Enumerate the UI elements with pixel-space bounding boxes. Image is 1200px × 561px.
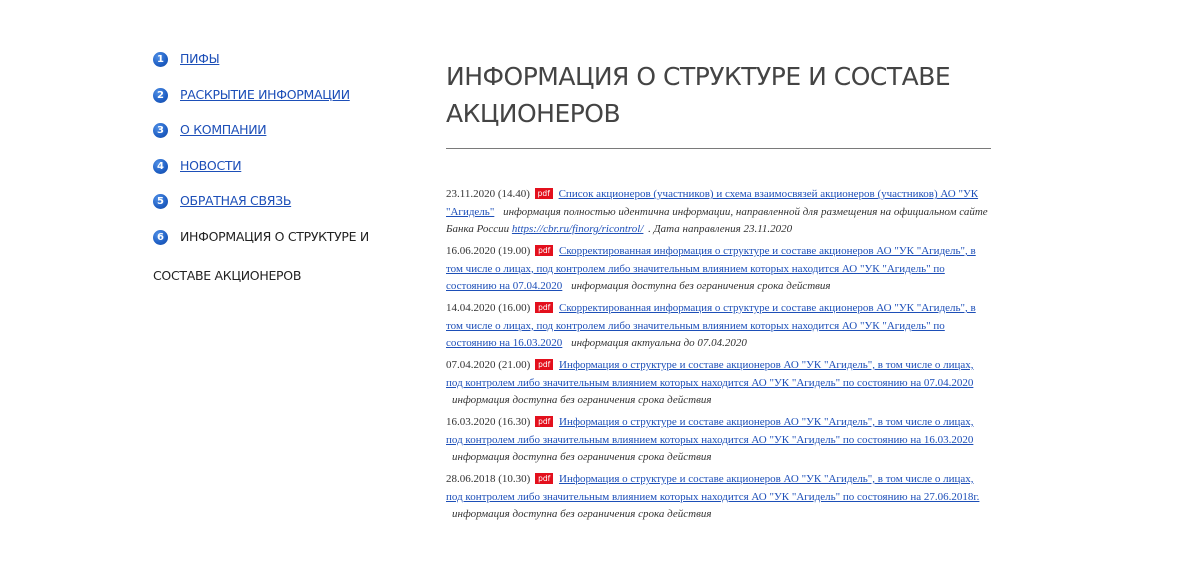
pdf-icon: pdf (535, 473, 553, 484)
number-badge-icon: 5 (153, 194, 168, 209)
sidebar-item-news[interactable] (153, 157, 383, 193)
document-note: информация доступна без ограничения срока действия (452, 508, 712, 520)
document-link[interactable]: Скорректированная информация о структуре и составе акционеров АО "УК "Агидель", в том числе о лицах, под контролем либо значительным влиянием которых находится АО "УК "Агидель" по состоянию на 07.04.2020 (446, 245, 976, 292)
sidebar-link-about[interactable]: О КОМПАНИИ (180, 122, 267, 137)
cbr-link[interactable]: https://cbr.ru/finorg/ricontrol/ (511, 223, 644, 235)
pdf-icon: pdf (535, 359, 553, 370)
sidebar-link-feedback[interactable]: ОБРАТНАЯ СВЯЗЬ (180, 193, 292, 208)
page-title (446, 58, 991, 132)
sidebar-nav (153, 50, 383, 285)
document-date: 28.06.2018 (10.30) (446, 473, 531, 485)
document-link[interactable]: Информация о структуре и составе акционеров АО "УК "Агидель", в том числе о лицах, под контролем либо значительным влиянием которых находится АО "УК "Агидель" по состоянию на 16.03.2020 (446, 416, 974, 446)
pdf-icon: pdf (535, 416, 553, 427)
document-item (446, 186, 991, 239)
document-date: 23.11.2020 (14.40) (446, 188, 530, 200)
number-badge-icon: 2 (153, 88, 168, 103)
sidebar-item-about[interactable] (153, 121, 383, 157)
pdf-icon: pdf (535, 302, 553, 313)
document-list (446, 186, 991, 524)
sidebar-item-feedback[interactable] (153, 192, 383, 228)
number-badge-icon: 6 (153, 230, 168, 245)
document-note: информация доступна без ограничения срока действия (571, 280, 831, 292)
document-link[interactable]: Информация о структуре и составе акционеров АО "УК "Агидель", в том числе о лицах, под контролем либо значительным влиянием которых находится АО "УК "Агидель" по состоянию на 07.04.2020 (446, 359, 974, 389)
document-note: информация полностью идентична информации, направленной для размещения на официальном сайте Банка России (446, 205, 988, 235)
number-badge-icon: 3 (153, 123, 168, 138)
document-link[interactable]: Скорректированная информация о структуре и составе акционеров АО "УК "Агидель", в том числе о лицах, под контролем либо значительным влиянием которых находится АО "УК "Агидель" по состоянию на 16.03.2020 (446, 302, 976, 349)
main-content (446, 58, 991, 528)
sidebar-item-disclosure[interactable] (153, 86, 383, 122)
sidebar-link-pifs[interactable]: ПИФЫ (180, 51, 220, 66)
sidebar-link-disclosure[interactable]: РАСКРЫТИЕ ИНФОРМАЦИИ (180, 86, 350, 102)
document-date: 16.03.2020 (16.30) (446, 416, 531, 428)
number-badge-icon: 1 (153, 52, 168, 67)
document-note: информация доступна без ограничения срока действия (452, 451, 712, 463)
document-item (446, 300, 991, 353)
page-title-line2: АКЦИОНЕРОВ (446, 99, 621, 128)
document-date: 16.06.2020 (19.00) (446, 245, 531, 257)
document-item (446, 414, 991, 467)
sidebar-label-shareholders-cont: СОСТАВЕ АКЦИОНЕРОВ (153, 268, 302, 283)
document-item (446, 471, 991, 524)
pdf-icon: pdf (535, 188, 553, 199)
document-link[interactable]: Информация о структуре и составе акционеров АО "УК "Агидель", в том числе о лицах, под контролем либо значительным влиянием которых находится АО "УК "Агидель" по состоянию на 27.06.2018г. (446, 473, 980, 503)
document-note: информация доступна без ограничения срока действия (452, 394, 712, 406)
document-note-tail: . Дата направления 23.11.2020 (648, 223, 793, 235)
title-divider (446, 148, 991, 149)
page-title-line1: ИНФОРМАЦИЯ О СТРУКТУРЕ И СОСТАВЕ (446, 62, 951, 91)
sidebar-link-news[interactable]: НОВОСТИ (180, 157, 242, 173)
document-item (446, 243, 991, 296)
pdf-icon: pdf (535, 245, 553, 256)
sidebar-item-shareholders (153, 228, 383, 264)
document-link[interactable]: Список акционеров (участников) и схема взаимосвязей акционеров (участников) АО "УК "Агидель" (446, 188, 979, 218)
document-item (446, 357, 991, 410)
document-note: информация актуальна до 07.04.2020 (571, 337, 747, 349)
document-date: 14.04.2020 (16.00) (446, 302, 531, 314)
sidebar-item-pifs[interactable] (153, 50, 383, 86)
number-badge-icon: 4 (153, 159, 168, 174)
document-date: 07.04.2020 (21.00) (446, 359, 531, 371)
sidebar-label-shareholders: ИНФОРМАЦИЯ О СТРУКТУРЕ И (180, 228, 369, 244)
